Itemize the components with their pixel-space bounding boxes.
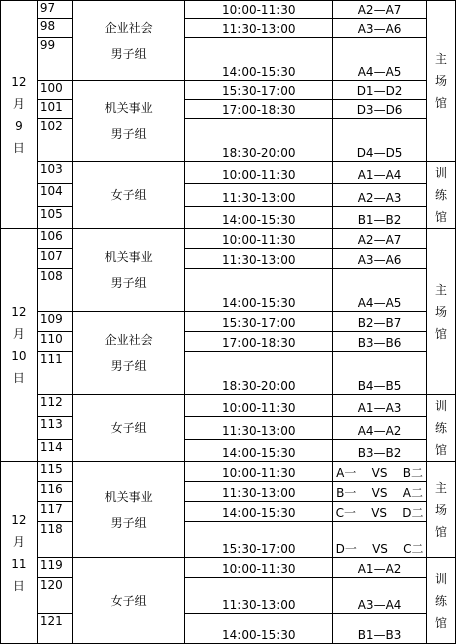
venue-text: 场 (435, 502, 448, 517)
match-teams: A3—A4 (333, 578, 427, 614)
match-number: 103 (37, 162, 72, 184)
date-text: 12 (11, 305, 27, 319)
table-row (1, 522, 456, 558)
match-number: 99 (37, 38, 72, 81)
venue-text: 主 (435, 52, 448, 66)
match-time: 15:30-17:00 (185, 312, 333, 332)
table-row (1, 352, 456, 395)
group-label: 男子组 (110, 515, 147, 530)
match-time: 10:00-11:30 (185, 462, 333, 482)
match-time: 18:30-20:00 (185, 119, 333, 162)
group-label: 企业社会 (104, 20, 153, 35)
group-label: 男子组 (110, 276, 147, 290)
venue-cell (427, 462, 456, 558)
match-time: 11:30-13:00 (185, 578, 333, 614)
match-number: 111 (37, 352, 72, 395)
venue-text: 馆 (435, 524, 448, 539)
match-number: 105 (37, 206, 72, 228)
group-label: 机关事业 (104, 101, 153, 115)
match-time: 10:00-11:30 (185, 1, 333, 19)
group-cell (72, 558, 185, 644)
venue-cell (427, 395, 456, 462)
match-teams: A4—A5 (333, 38, 427, 81)
match-number: 119 (37, 558, 72, 578)
match-time: 15:30-17:00 (185, 522, 333, 558)
date-cell (1, 462, 38, 644)
venue-text: 馆 (435, 443, 448, 457)
match-time: 17:00-18:30 (185, 332, 333, 352)
table-row (1, 206, 456, 228)
match-time: 14:00-15:30 (185, 38, 333, 81)
match-teams: C一 VS D二 (333, 502, 427, 522)
venue-text: 训 (435, 166, 448, 180)
match-teams: A4—A5 (333, 269, 427, 312)
match-time: 14:00-15:30 (185, 439, 333, 461)
match-teams: A2—A3 (333, 184, 427, 206)
venue-text: 练 (435, 421, 448, 435)
group-cell (72, 395, 185, 462)
venue-text: 场 (435, 304, 448, 319)
table-row (1, 439, 456, 461)
venue-text: 主 (435, 282, 448, 297)
venue-cell (427, 229, 456, 395)
match-time: 11:30-13:00 (185, 482, 333, 502)
match-teams: D4—D5 (333, 119, 427, 162)
match-number: 108 (37, 269, 72, 312)
match-number: 115 (37, 462, 72, 482)
match-number: 107 (37, 249, 72, 269)
match-teams: B一 VS A二 (333, 482, 427, 502)
match-time: 11:30-13:00 (185, 184, 333, 206)
date-text: 月 (12, 327, 25, 341)
table-row (1, 462, 456, 482)
group-label: 男子组 (110, 46, 147, 61)
table-row (1, 100, 456, 119)
group-label: 机关事业 (104, 489, 153, 504)
venue-text: 练 (435, 188, 448, 202)
match-number: 106 (37, 229, 72, 249)
table-row (1, 119, 456, 162)
match-teams: A4—A2 (333, 417, 427, 439)
group-cell (72, 162, 185, 229)
match-teams: A3—A6 (333, 249, 427, 269)
match-teams: B3—B2 (333, 439, 427, 461)
match-number: 120 (37, 578, 72, 614)
match-number: 121 (37, 614, 72, 644)
match-teams: A1—A4 (333, 162, 427, 184)
date-text: 11 (11, 556, 27, 571)
match-number: 114 (37, 439, 72, 461)
match-teams: A一 VS B二 (333, 462, 427, 482)
match-time: 10:00-11:30 (185, 229, 333, 249)
group-label: 男子组 (110, 127, 147, 141)
table-row (1, 614, 456, 644)
table-row (1, 229, 456, 249)
match-teams: A2—A7 (333, 229, 427, 249)
match-teams: B3—B6 (333, 332, 427, 352)
date-text: 12 (11, 74, 27, 89)
group-label: 女子组 (110, 593, 147, 608)
venue-text: 场 (435, 74, 448, 88)
table-row (1, 395, 456, 417)
venue-text: 练 (435, 593, 448, 608)
date-text: 9 (15, 118, 23, 133)
venue-cell (427, 1, 456, 162)
table-row (1, 312, 456, 332)
venue-text: 馆 (435, 615, 448, 630)
match-teams: A1—A2 (333, 558, 427, 578)
match-teams: B1—B3 (333, 614, 427, 644)
match-time: 18:30-20:00 (185, 352, 333, 395)
match-number: 102 (37, 119, 72, 162)
venue-cell (427, 558, 456, 644)
table-row (1, 269, 456, 312)
match-time: 10:00-11:30 (185, 162, 333, 184)
venue-text: 馆 (435, 326, 448, 341)
match-teams: A2—A7 (333, 1, 427, 19)
table-row (1, 249, 456, 269)
match-number: 100 (37, 81, 72, 100)
match-time: 17:00-18:30 (185, 100, 333, 119)
match-time: 14:00-15:30 (185, 269, 333, 312)
match-time: 14:00-15:30 (185, 502, 333, 522)
match-teams: A3—A6 (333, 19, 427, 38)
date-text: 10 (11, 349, 27, 363)
table-row (1, 1, 456, 19)
date-text: 日 (12, 371, 25, 385)
group-cell (72, 229, 185, 312)
match-number: 118 (37, 522, 72, 558)
match-number: 117 (37, 502, 72, 522)
venue-text: 馆 (435, 96, 448, 110)
group-cell (72, 1, 185, 81)
match-number: 98 (37, 19, 72, 38)
table-row (1, 417, 456, 439)
match-time: 10:00-11:30 (185, 558, 333, 578)
venue-text: 训 (435, 571, 448, 586)
match-time: 14:00-15:30 (185, 614, 333, 644)
date-cell (1, 1, 38, 229)
table-row (1, 184, 456, 206)
table-row (1, 38, 456, 81)
table-row (1, 19, 456, 38)
group-cell (72, 312, 185, 395)
date-cell (1, 229, 38, 462)
match-number: 101 (37, 100, 72, 119)
match-teams: A1—A3 (333, 395, 427, 417)
match-number: 116 (37, 482, 72, 502)
venue-text: 训 (435, 399, 448, 413)
table-row (1, 81, 456, 100)
date-text: 12 (11, 512, 27, 527)
match-number: 112 (37, 395, 72, 417)
group-label: 企业社会 (104, 333, 153, 347)
group-label: 男子组 (110, 359, 147, 373)
date-text: 月 (12, 534, 25, 549)
match-time: 11:30-13:00 (185, 249, 333, 269)
group-cell (72, 81, 185, 162)
match-number: 110 (37, 332, 72, 352)
table-row (1, 558, 456, 578)
venue-text: 主 (435, 480, 448, 495)
match-teams: B4—B5 (333, 352, 427, 395)
group-label: 女子组 (110, 421, 147, 435)
match-teams: D1—D2 (333, 81, 427, 100)
match-time: 14:00-15:30 (185, 206, 333, 228)
match-time: 11:30-13:00 (185, 417, 333, 439)
match-number: 104 (37, 184, 72, 206)
table-row (1, 162, 456, 184)
group-label: 机关事业 (104, 250, 153, 264)
match-time: 11:30-13:00 (185, 19, 333, 38)
match-teams: B1—B2 (333, 206, 427, 228)
group-cell (72, 462, 185, 558)
match-number: 109 (37, 312, 72, 332)
venue-cell (427, 162, 456, 229)
table-row (1, 578, 456, 614)
match-number: 113 (37, 417, 72, 439)
table-row (1, 332, 456, 352)
match-teams: D3—D6 (333, 100, 427, 119)
table-row (1, 502, 456, 522)
match-time: 10:00-11:30 (185, 395, 333, 417)
table-row (1, 482, 456, 502)
venue-text: 馆 (435, 210, 448, 224)
date-text: 日 (12, 578, 25, 593)
match-teams: B2—B7 (333, 312, 427, 332)
date-text: 月 (12, 96, 25, 111)
date-text: 日 (12, 140, 25, 155)
match-teams: D一 VS C二 (333, 522, 427, 558)
match-time: 15:30-17:00 (185, 81, 333, 100)
match-number: 97 (37, 1, 72, 19)
group-label: 女子组 (110, 188, 147, 202)
